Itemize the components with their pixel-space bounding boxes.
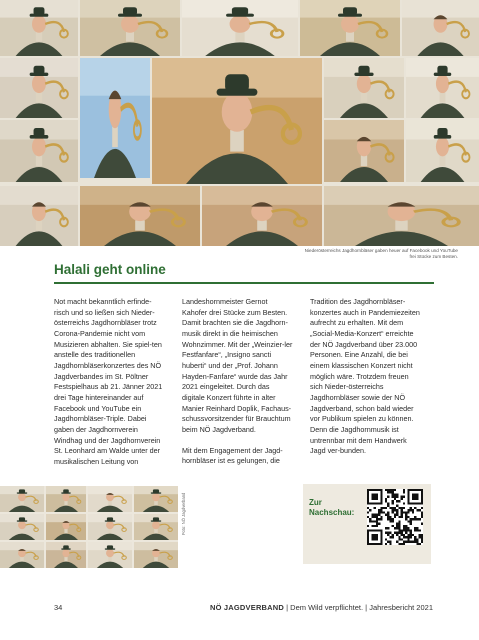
video-tile xyxy=(324,186,479,246)
mini-video-collage xyxy=(0,486,178,568)
video-tile xyxy=(0,542,44,568)
video-tile xyxy=(46,542,86,568)
text-column-2 xyxy=(182,297,294,467)
video-tile xyxy=(134,514,178,540)
text-column-3 xyxy=(310,297,422,457)
video-tile xyxy=(182,0,298,56)
video-tile xyxy=(0,0,78,56)
video-tile xyxy=(0,58,78,118)
video-tile xyxy=(88,486,132,512)
footer-line xyxy=(210,603,433,612)
paragraph: Landeshornmeister Gernot Kahofer drei Stücke zum Besten. Damit brachten sie die Jagdhorn-musik direkt in die heimischen Wohnzimmer. Mit der „Weinzier-ler Festfanfare“, „Insigno sancti huberti“ und der „Prof. Johann Hayden-Fanfare“ wurde das Jahr 2021 eingeleitet. Durch das digitale Konzert führte in alter Manier Reinhard Doplik, Fachaus-schussvorsitzender für Brauchtum beim NÖ Jagdverband. xyxy=(182,297,293,434)
photo-caption: Niederösterreichs Jagdhornbläser gaben heuer auf Facebook und YouTube frei Stücke zum Besten. xyxy=(304,248,458,259)
video-tile xyxy=(0,120,78,182)
video-tile xyxy=(202,186,322,246)
video-tile xyxy=(134,542,178,568)
paragraph: Not macht bekanntlich erfinde-risch und so ließen sich Nieder-österreichs Jagdhornbläser trotz Corona-Pandemie nicht vom Musizieren abhalten. Sie spiel-ten anstelle des traditionellen Jagdhornbläserkonzertes des NÖ Jagdverbandes im St. Pöltner Festspielhaus ab 21. Jänner 2021 drei Tage hintereinander auf Facebook und YouTube ein Jagdhornbläser-Triple. Dabei gaben der Jagdhornverein Windhag und der Jagdhornverein St. Leonhard am Walde unter der musikalischen Leitung von xyxy=(54,297,163,466)
video-tile xyxy=(324,58,404,118)
video-tile xyxy=(46,514,86,540)
page-number: 34 xyxy=(54,603,63,612)
qr-box xyxy=(303,484,431,564)
paragraph: Mit dem Engagement der Jagd-hornbläser ist es gelungen, die xyxy=(182,445,283,466)
video-tile xyxy=(80,186,200,246)
footer-org: NÖ JAGDVERBAND xyxy=(209,603,285,612)
video-tile xyxy=(134,486,178,512)
paragraph: Tradition des Jagdhornbläser-konzertes auch in Pandemiezeiten aufrecht zu erhalten. Mit dem „Social-Media-Konzert“ erreichte der NÖ Jagdverband über 23.000 Personen. Eine Anzahl, die bei einem klassischen Konzert nicht möglich wäre. Trotzdem freuen sich Nieder-österreichs Jagdhornbläser sowie der NÖ Jagdverband, schon bald wieder vor Publikum spielen zu können. Denn die Jagdhornmusik ist untrennbar mit dem Handwerk Jagd ver-bunden. xyxy=(310,297,420,456)
video-tile xyxy=(88,514,132,540)
video-tile xyxy=(46,486,86,512)
footer-tagline: | Dem Wild verpflichtet. | Jahresbericht 2021 xyxy=(284,603,433,612)
video-tile xyxy=(0,514,44,540)
qr-label xyxy=(309,498,354,518)
video-collage xyxy=(0,0,479,246)
qr-label-line-2: Nachschau: xyxy=(309,508,355,517)
video-tile xyxy=(402,0,479,56)
video-tile xyxy=(88,542,132,568)
video-tile xyxy=(406,120,479,182)
video-tile xyxy=(152,58,322,184)
qr-label-line-1: Zur xyxy=(309,498,322,507)
headline-rule xyxy=(54,282,434,284)
video-tile xyxy=(80,58,150,178)
video-tile xyxy=(406,58,479,118)
photo-credit: Foto: NÖ Jagdverband xyxy=(181,492,186,535)
video-tile xyxy=(0,486,44,512)
text-column-1 xyxy=(54,297,166,468)
video-tile xyxy=(80,0,180,56)
video-tile xyxy=(300,0,400,56)
video-tile xyxy=(0,186,78,246)
article-headline: Halali geht online xyxy=(54,262,166,277)
qr-code-icon[interactable] xyxy=(367,489,423,545)
video-tile xyxy=(324,120,404,182)
